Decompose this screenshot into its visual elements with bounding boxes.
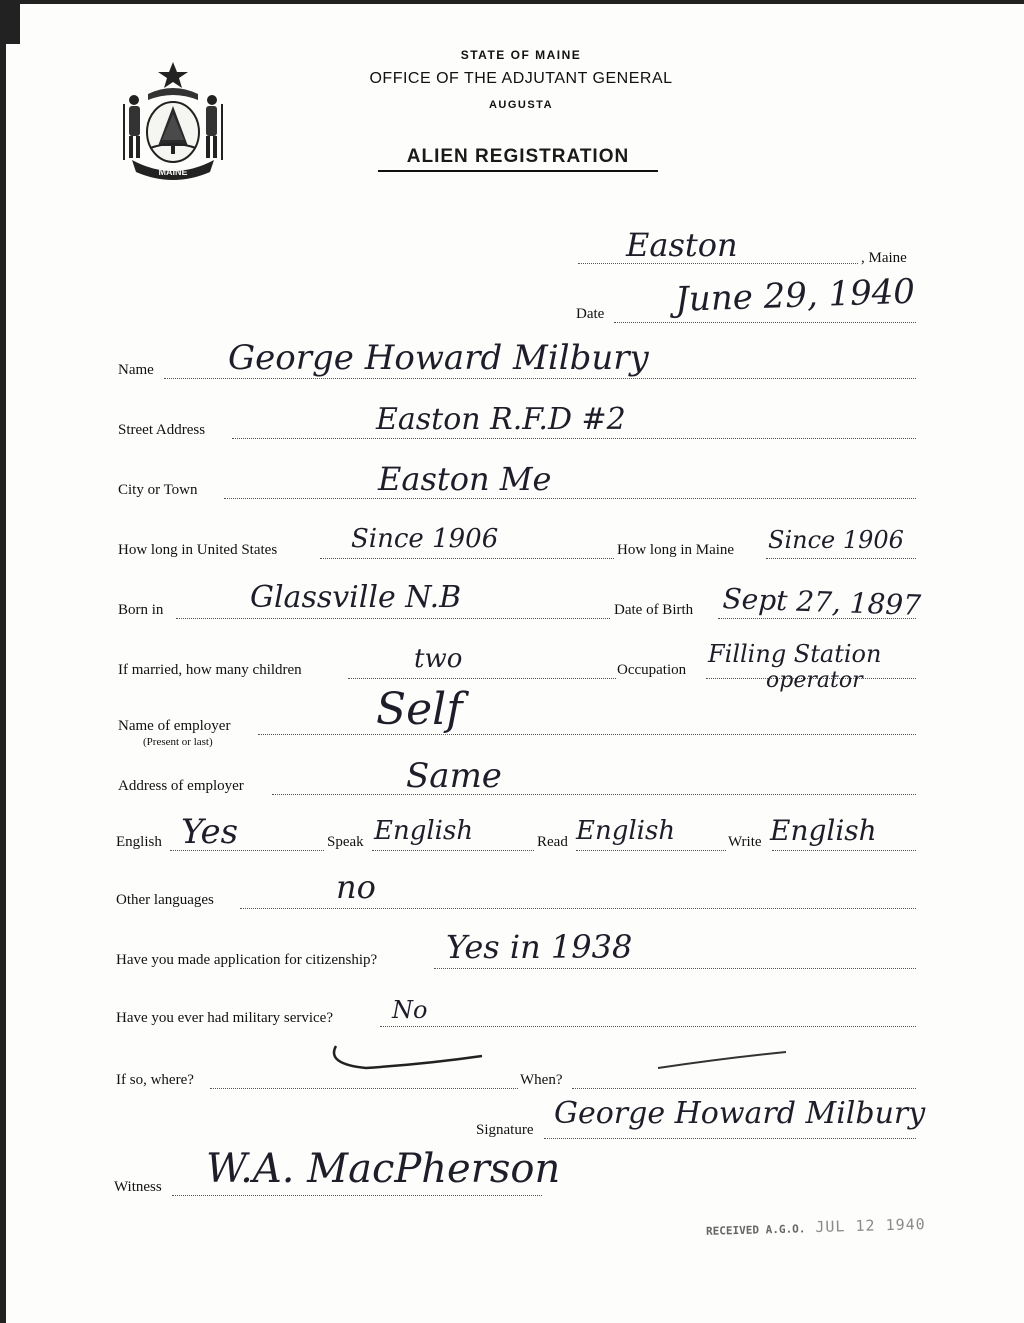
office-heading: OFFICE OF THE ADJUTANT GENERAL: [369, 70, 673, 87]
occupation-entry-2: operator: [766, 668, 863, 693]
english-label: English: [116, 834, 162, 850]
write-line: [772, 850, 916, 851]
scan-edge: [6, 4, 20, 44]
signature-entry: George Howard Milbury: [554, 1096, 926, 1131]
speak-label: Speak: [327, 834, 364, 850]
speak-entry: English: [374, 816, 474, 846]
city-label: City or Town: [118, 482, 198, 498]
maine-label: , Maine: [861, 250, 907, 266]
how-long-us-entry: Since 1906: [351, 524, 499, 554]
born-in-label: Born in: [118, 602, 164, 618]
citizenship-line: [434, 968, 916, 969]
where-line: [210, 1088, 518, 1089]
military-label: Have you ever had military service?: [116, 1010, 333, 1026]
when-label: When?: [520, 1072, 563, 1088]
seal-banner-text: MAINE: [158, 167, 188, 177]
read-label: Read: [537, 834, 568, 850]
state-heading: STATE OF MAINE: [460, 48, 582, 62]
military-line: [380, 1026, 916, 1027]
write-entry: English: [770, 814, 877, 847]
received-stamp-date: JUL 12 1940: [815, 1215, 926, 1237]
employer-address-entry: Same: [406, 756, 502, 796]
signature-line: [544, 1138, 916, 1139]
how-long-us-label: How long in United States: [118, 542, 278, 558]
witness-entry: W.A. MacPherson: [206, 1146, 561, 1192]
other-languages-label: Other languages: [116, 892, 214, 908]
city-heading: AUGUSTA: [488, 99, 554, 111]
english-entry: Yes: [181, 812, 239, 852]
where-label: If so, where?: [116, 1072, 194, 1088]
employer-label: Name of employer: [118, 718, 231, 734]
speak-line: [372, 850, 534, 851]
children-entry: two: [414, 644, 463, 674]
citizenship-label: Have you made application for citizenship?: [116, 952, 378, 968]
how-long-me-entry: Since 1906: [768, 526, 904, 554]
street-line: [232, 438, 916, 439]
employer-line: [258, 734, 916, 735]
employer-address-line: [272, 794, 916, 795]
name-line: [164, 378, 916, 379]
employer-address-label: Address of employer: [118, 778, 244, 794]
date-entry: June 29, 1940: [674, 271, 916, 320]
street-label: Street Address: [118, 422, 206, 438]
date-label: Date: [576, 306, 605, 322]
how-long-me-label: How long in Maine: [617, 542, 735, 558]
when-line: [572, 1088, 916, 1089]
children-label: If married, how many children: [118, 662, 302, 678]
other-languages-entry: no: [336, 868, 376, 906]
city-entry: Easton Me: [378, 460, 552, 498]
dob-label: Date of Birth: [614, 602, 694, 618]
occupation-label: Occupation: [617, 662, 687, 678]
employer-note: (Present or last): [143, 736, 213, 748]
name-entry: George Howard Milbury: [228, 338, 649, 378]
street-entry: Easton R.F.D #2: [376, 402, 626, 437]
received-stamp: [706, 1215, 926, 1239]
born-in-entry: Glassville N.B: [250, 580, 462, 615]
maine-seal-icon: [118, 60, 228, 182]
military-entry: No: [392, 996, 428, 1024]
read-entry: English: [576, 816, 676, 846]
how-long-us-line: [320, 558, 614, 559]
received-stamp-prefix: RECEIVED A.G.O.: [705, 1222, 806, 1238]
form-title: ALIEN REGISTRATION: [378, 146, 658, 172]
read-line: [576, 850, 726, 851]
occupation-entry-1: Filling Station: [708, 640, 882, 668]
born-in-line: [176, 618, 610, 619]
how-long-me-line: [766, 558, 916, 559]
other-languages-line: [240, 908, 916, 909]
signature-label: Signature: [476, 1122, 534, 1138]
name-label: Name: [118, 362, 154, 378]
town-entry: Easton: [626, 226, 738, 264]
children-line: [348, 678, 616, 679]
citizenship-entry: Yes in 1938: [446, 928, 633, 966]
witness-line: [172, 1195, 542, 1196]
write-label: Write: [728, 834, 762, 850]
employer-entry: Self: [376, 684, 463, 735]
date-line: [614, 322, 916, 323]
witness-label: Witness: [114, 1179, 162, 1195]
city-line: [224, 498, 916, 499]
dob-entry: Sept 27, 1897: [722, 582, 922, 622]
